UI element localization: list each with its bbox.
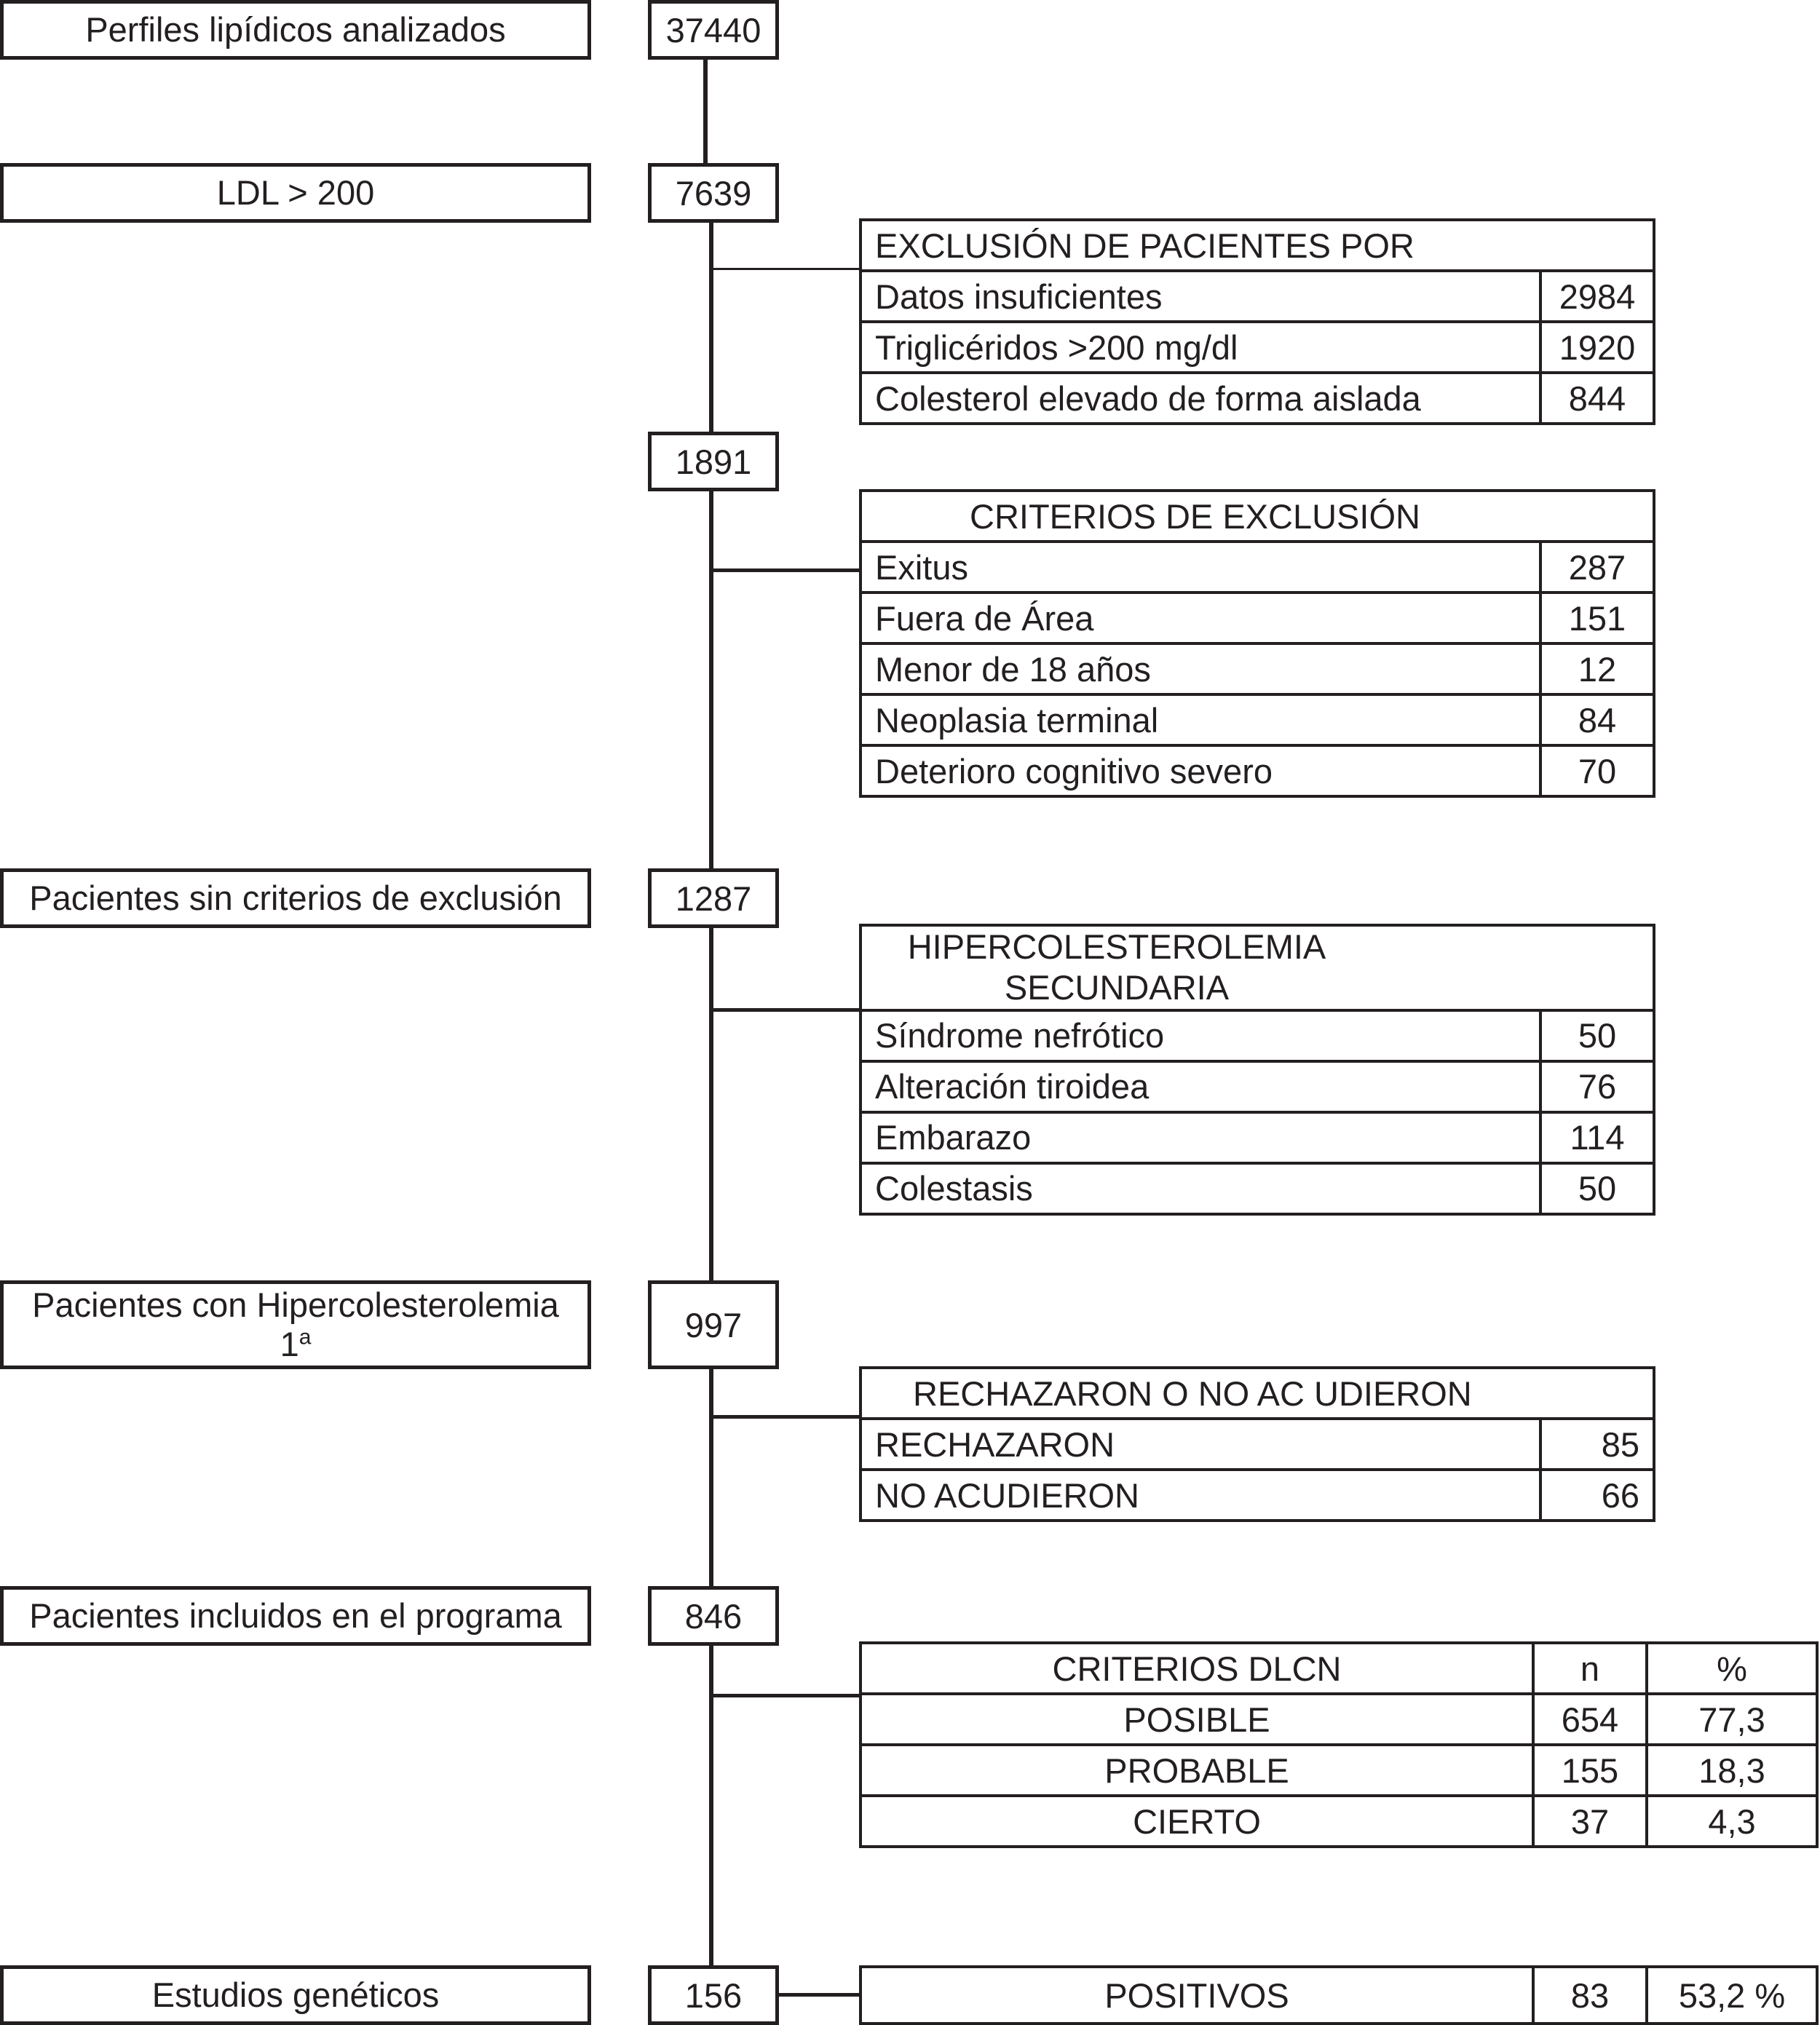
table-header-row: [860, 1368, 1654, 1419]
table-row: Síndrome nefrótico 50: [860, 1010, 1654, 1061]
step-label-estudios-geneticos: Estudios genéticos: [0, 1965, 591, 2025]
branch-hipercolesterolemia: [711, 1008, 860, 1012]
table-row: Triglicéridos >200 mg/dl 1920: [860, 322, 1654, 373]
count-1287: 1287: [648, 868, 779, 928]
column-header: %: [1647, 1643, 1817, 1694]
table-row: Colesterol elevado de forma aislada 844: [860, 373, 1654, 424]
table-rechazaron: [859, 1366, 1655, 1522]
count-7639: 7639: [648, 163, 779, 223]
step-label-ldl: LDL > 200: [0, 163, 591, 223]
table-row: Alteración tiroidea 76: [860, 1061, 1654, 1112]
step-label-line2: 1$^a$: [280, 1325, 312, 1363]
table-row: RECHAZARON 85: [860, 1419, 1654, 1470]
branch-rechazaron: [711, 1415, 860, 1419]
branch-criterios-dlcn: [711, 1694, 860, 1697]
branch-exclusion-pacientes: [711, 268, 860, 270]
table-title: RECHAZARON O NO AC UDIERON: [860, 1368, 1654, 1419]
column-header: CRITERIOS DLCN: [860, 1643, 1533, 1694]
table-row: Fuera de Área 151: [860, 593, 1654, 643]
count-1891: 1891: [648, 432, 779, 491]
table-header-row: [860, 220, 1654, 271]
table-row: Colestasis 50: [860, 1163, 1654, 1214]
table-positivos: [859, 1965, 1819, 2025]
table-row: POSITIVOS 83 53,2 %: [860, 1967, 1817, 2024]
table-row: Neoplasia terminal 84: [860, 694, 1654, 745]
branch-criterios-exclusion: [711, 568, 860, 572]
table-title: HIPERCOLESTEROLEMIA SECUNDARIA: [860, 925, 1654, 1010]
table-row: CIERTO 37 4,3: [860, 1796, 1817, 1847]
table-row: PROBABLE 155 18,3: [860, 1745, 1817, 1796]
count-846: 846: [648, 1586, 779, 1646]
count-156: 156: [648, 1965, 779, 2025]
table-exclusion-pacientes: [859, 218, 1655, 425]
table-hipercolesterolemia-secundaria: [859, 924, 1655, 1216]
step-label-incluidos: Pacientes incluidos en el programa: [0, 1586, 591, 1646]
connector-top: [703, 57, 708, 165]
count-997: 997: [648, 1280, 779, 1369]
step-label-sin-criterios: Pacientes sin criterios de exclusión: [0, 868, 591, 928]
table-header-row: [860, 1643, 1817, 1694]
table-row: Menor de 18 años 12: [860, 643, 1654, 694]
column-header: n: [1533, 1643, 1647, 1694]
table-criterios-exclusion: [859, 489, 1655, 798]
table-criterios-dlcn: [859, 1641, 1819, 1848]
table-row: Datos insuficientes 2984: [860, 271, 1654, 322]
table-title: EXCLUSIÓN DE PACIENTES POR: [860, 220, 1654, 271]
step-label-perfiles: Perfiles lipídicos analizados: [0, 0, 591, 60]
table-row: Exitus 287: [860, 542, 1654, 593]
count-37440: 37440: [648, 0, 779, 60]
table-row: POSIBLE 654 77,3: [860, 1694, 1817, 1745]
table-header-row: [860, 925, 1654, 1010]
table-row: Deterioro cognitivo severo 70: [860, 745, 1654, 796]
table-header-row: [860, 491, 1654, 542]
table-row: NO ACUDIERON 66: [860, 1470, 1654, 1521]
step-label-hipercolesterolemia: Pacientes con Hipercolesterolemia 1$^a$: [0, 1280, 591, 1369]
branch-positivos: [778, 1993, 860, 1997]
table-title: CRITERIOS DE EXCLUSIÓN: [860, 491, 1654, 542]
table-row: Embarazo 114: [860, 1112, 1654, 1163]
